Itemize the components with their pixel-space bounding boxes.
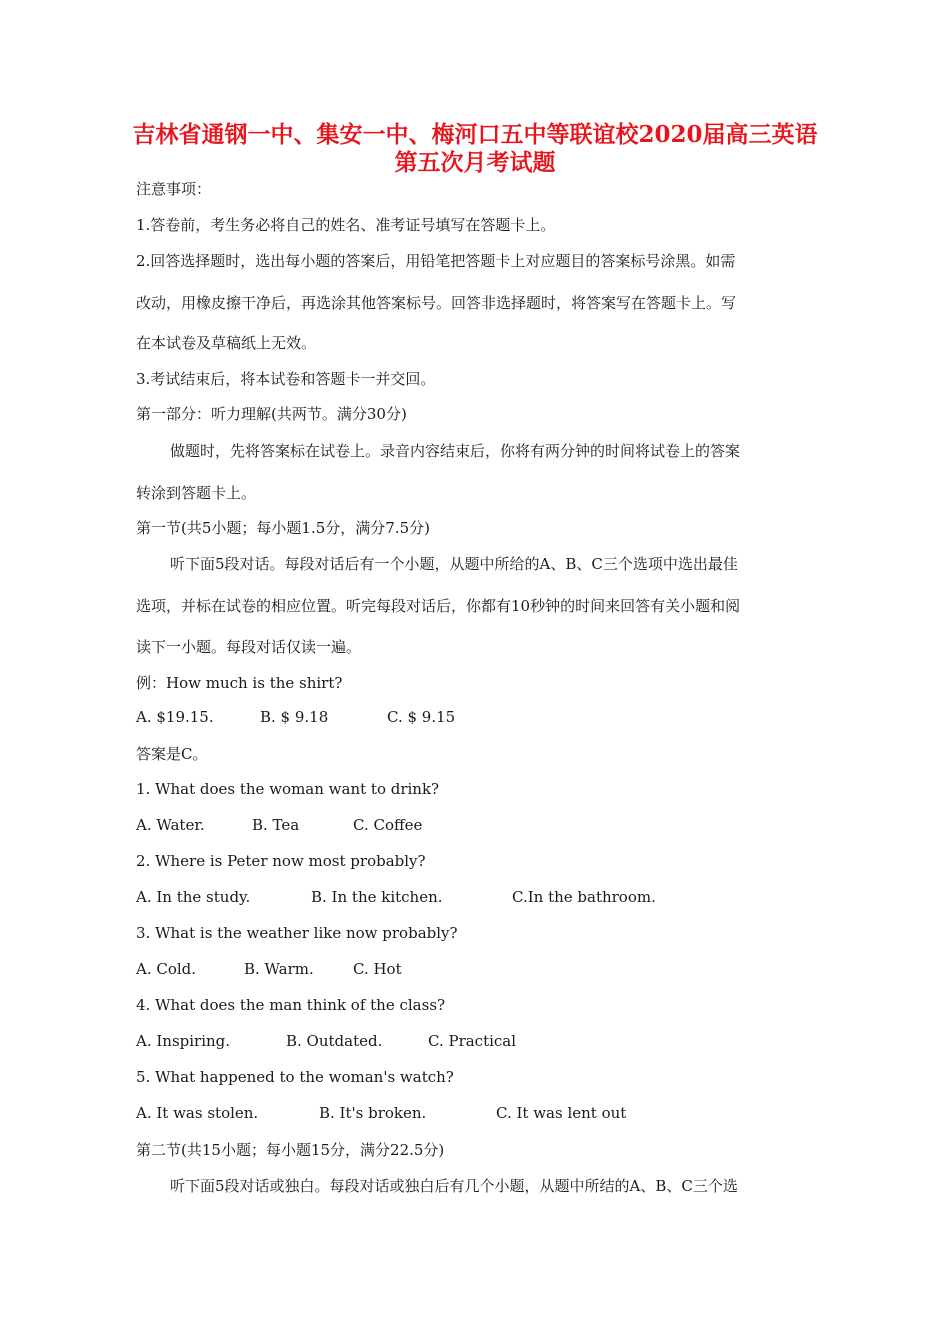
question-2: 2. Where is Peter now most probably?	[136, 852, 426, 870]
option-b: B. Tea	[252, 816, 300, 834]
title-line-2: 第五次月考试题	[394, 149, 556, 176]
option-b: B. Outdated.	[286, 1032, 383, 1050]
question-4: 4. What does the man think of the class?	[136, 996, 446, 1014]
option-b: B. In the kitchen.	[311, 888, 443, 906]
option-c: C. It was lent out	[496, 1104, 627, 1122]
notice-item-2-line-2: 改动，用橡皮擦干净后，再选涂其他答案标号。回答非选择题时，将答案写在答题卡上。写	[136, 294, 737, 312]
question-5: 5. What happened to the woman's watch?	[136, 1068, 454, 1086]
part1-intro-line-2: 转涂到答题卡上。	[136, 484, 257, 502]
option-c: C. Hot	[353, 960, 402, 978]
option-a: A. In the study.	[136, 888, 251, 906]
notice-item-1: 1.答卷前，考生务必将自己的姓名、准考证号填写在答题卡上。	[136, 216, 556, 234]
option-a: A. Inspiring.	[136, 1032, 231, 1050]
section2-intro-line-1: 听下面5段对话或独白。每段对话或独白后有几个小题，从题中所结的A、B、C三个选	[170, 1177, 738, 1195]
section1-intro-line-2: 选项，并标在试卷的相应位置。听完每段对话后，你都有10秒钟的时间来回答有关小题和阅	[136, 597, 741, 615]
example-question: 例：How much is the shirt?	[136, 674, 343, 692]
notice-item-2-line-3: 在本试卷及草稿纸上无效。	[136, 334, 317, 352]
notice-item-3: 3.考试结束后，将本试卷和答题卡一并交回。	[136, 370, 436, 388]
notice-heading: 注意事项：	[136, 180, 212, 198]
option-a: A. $19.15.	[136, 708, 214, 726]
option-a: A. Water.	[136, 816, 205, 834]
option-b: B. $ 9.18	[260, 708, 329, 726]
question-1: 1. What does the woman want to drink?	[136, 780, 440, 798]
option-c: C. $ 9.15	[387, 708, 456, 726]
example-answer: 答案是C。	[136, 745, 208, 763]
option-c: C.In the bathroom.	[512, 888, 656, 906]
section1-heading: 第一节(共5小题；每小题1.5分，满分7.5分)	[136, 519, 430, 537]
option-b: B. Warm.	[244, 960, 314, 978]
option-a: A. Cold.	[136, 960, 197, 978]
part1-heading: 第一部分：听力理解(共两节。满分30分)	[136, 405, 407, 423]
section1-intro-line-1: 听下面5段对话。每段对话后有一个小题，从题中所给的A、B、C三个选项中选出最佳	[170, 555, 738, 573]
option-b: B. It's broken.	[319, 1104, 427, 1122]
section2-heading: 第二节(共15小题；每小题15分，满分22.5分)	[136, 1141, 445, 1159]
option-c: C. Coffee	[353, 816, 423, 834]
question-3: 3. What is the weather like now probably?	[136, 924, 458, 942]
section1-intro-line-3: 读下一小题。每段对话仅读一遍。	[136, 638, 362, 656]
part1-intro-line-1: 做题时，先将答案标在试卷上。录音内容结束后，你将有两分钟的时间将试卷上的答案	[170, 442, 741, 460]
title-line-1: 吉林省通钢一中、集安一中、梅河口五中等联谊校2020届高三英语	[132, 121, 818, 148]
option-c: C. Practical	[428, 1032, 517, 1050]
notice-item-2-line-1: 2.回答选择题时，选出每小题的答案后，用铅笔把答题卡上对应题目的答案标号涂黑。如需	[136, 252, 736, 270]
option-a: A. It was stolen.	[136, 1104, 259, 1122]
